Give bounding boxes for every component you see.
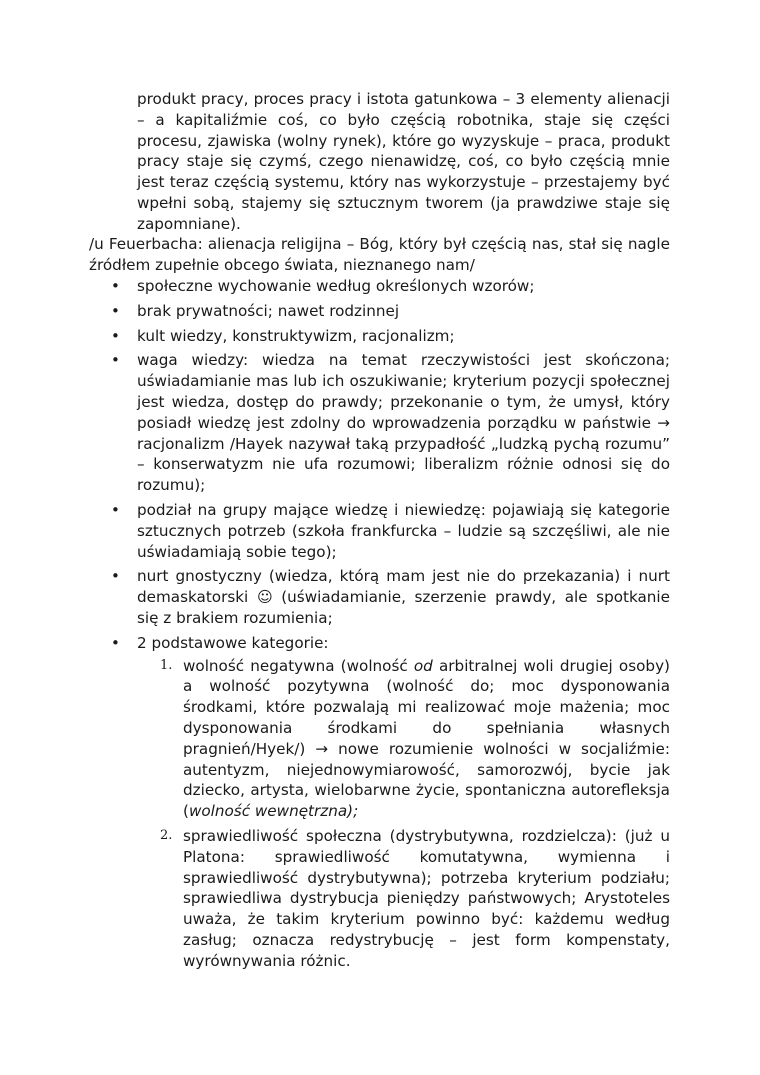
list-item: • społeczne wychowanie według określonych wzorów; bbox=[111, 277, 535, 295]
list-item-categories: • 2 podstawowe kategorie: 1. wolność negatywna (wolność od arbitralnej woli drugiej osoby) a wolność pozytywna (wolność do; moc dysponowania środkami, które pozwalają mi realizować moje mażenia; moc dysponowania środkami do spełniania własnych pragnień/Hyek/) → nowe rozumienie wolności w socjaliźmie: autentyzm, niejednowymiarowość, samorozwój, bycie jak dziecko, artysta, wielobarwne życie, spontaniczna autorefleksja (wolność wewnętrzna); 2. sprawiedliwość społeczna (dystrybutywna, rozdzielcza): (już u Platona: sprawiedliwość komutatywna, wymienna i sprawiedliwość dystrybutywna); potrzeba kryterium podziału; sprawiedliwa dystrybucja pieniędzy państwowych; Arystoteles uważa, że takim kryterium powinno być: każdemu według zasług; oznacza redystrybucję – jest form kompenstaty, wyrównywania różnic. bbox=[111, 633, 670, 970]
list-item: • waga wiedzy: wiedza na temat rzeczywistości jest skończona; uświadamianie mas lub ich oszukiwanie; kryterium pozycji społecznej jest wiedza, dostęp do prawdy; przekonanie o tym, że umysł, który posiadł wiedzę jest zdolny do wprowadzenia porządku w państwie → racjonalizm /Hayek nazywał taką przypadłość „ludzką pychą rozumu” – konserwatyzm nie ufa rozumowi; liberalizm różnie odnosi się do rozumu); bbox=[111, 351, 670, 495]
bullet-icon: • bbox=[111, 500, 120, 519]
list-item: • nurt gnostyczny (wiedza, którą mam jest nie do przekazania) i nurt demaskatorski ☺ (uświadamianie, szerzenie prawdy, ale spotkanie się z brakiem rozumienia; bbox=[111, 567, 670, 627]
bullet-icon: • bbox=[111, 326, 120, 345]
list-item: • kult wiedzy, konstruktywizm, racjonalizm; bbox=[111, 326, 455, 345]
bullet-icon: • bbox=[111, 351, 120, 370]
item-number: 2. bbox=[160, 827, 173, 843]
numbered-item-justice: 2. sprawiedliwość społeczna (dystrybutywna, rozdzielcza): (już u Platona: sprawiedliwość komutatywna, wymienna i sprawiedliwość dystrybutywna); potrzeba kryterium podziału; sprawiedliwa dystrybucja pieniędzy państwowych; Arystoteles uważa, że takim kryterium powinno być: każdemu według zasług; oznacza redystrybucję – jest form kompenstaty, wyrównywania różnic. bbox=[160, 826, 670, 970]
list-item: • podział na grupy mające wiedzę i niewiedzę: pojawiają się kategorie sztucznych potrzeb (szkoła frankfurcka – ludzie są szczęśliwi, ale nie uświadamiają sobie tego); bbox=[111, 500, 670, 561]
feuerbach-note: /u Feuerbacha: alienacja religijna – Bóg, który był częścią nas, stał się nagle źródłem zupełnie obcego świata, nieznanego nam/ bbox=[89, 235, 670, 274]
list-item: • brak prywatności; nawet rodzinnej bbox=[111, 301, 400, 320]
bullet-icon: • bbox=[111, 633, 120, 652]
bullet-list bbox=[89, 276, 670, 976]
intro-paragraph: produkt pracy, proces pracy i istota gatunkowa – 3 elementy alienacji – a kapitaliźmie coś, co było częścią robotnika, staje się części procesu, zjawiska (wolny rynek), które go wyzyskuje – praca, produkt pracy staje się czymś, czego nienawidzę, coś, co było częścią mnie jest teraz częścią systemu, który nas wykorzystuje – przestajemy być wpełni sobą, stajemy się sztucznym tworem (ja prawdziwe staje się zapomniane). bbox=[137, 90, 670, 233]
numbered-item-freedom: 1. wolność negatywna (wolność od arbitralnej woli drugiej osoby) a wolność pozytywna (wolność do; moc dysponowania środkami, które pozwalają mi realizować moje mażenia; moc dysponowania środkami do spełniania własnych pragnień/Hyek/) → nowe rozumienie wolności w socjaliźmie: autentyzm, niejednowymiarowość, samorozwój, bycie jak dziecko, artysta, wielobarwne życie, spontaniczna autorefleksja (wolność wewnętrzna); bbox=[160, 656, 670, 821]
bullet-icon: • bbox=[111, 301, 120, 320]
numbered-list bbox=[137, 656, 670, 972]
item-number: 1. bbox=[160, 657, 173, 673]
bullet-icon: • bbox=[111, 567, 120, 586]
bullet-icon: • bbox=[111, 277, 120, 295]
